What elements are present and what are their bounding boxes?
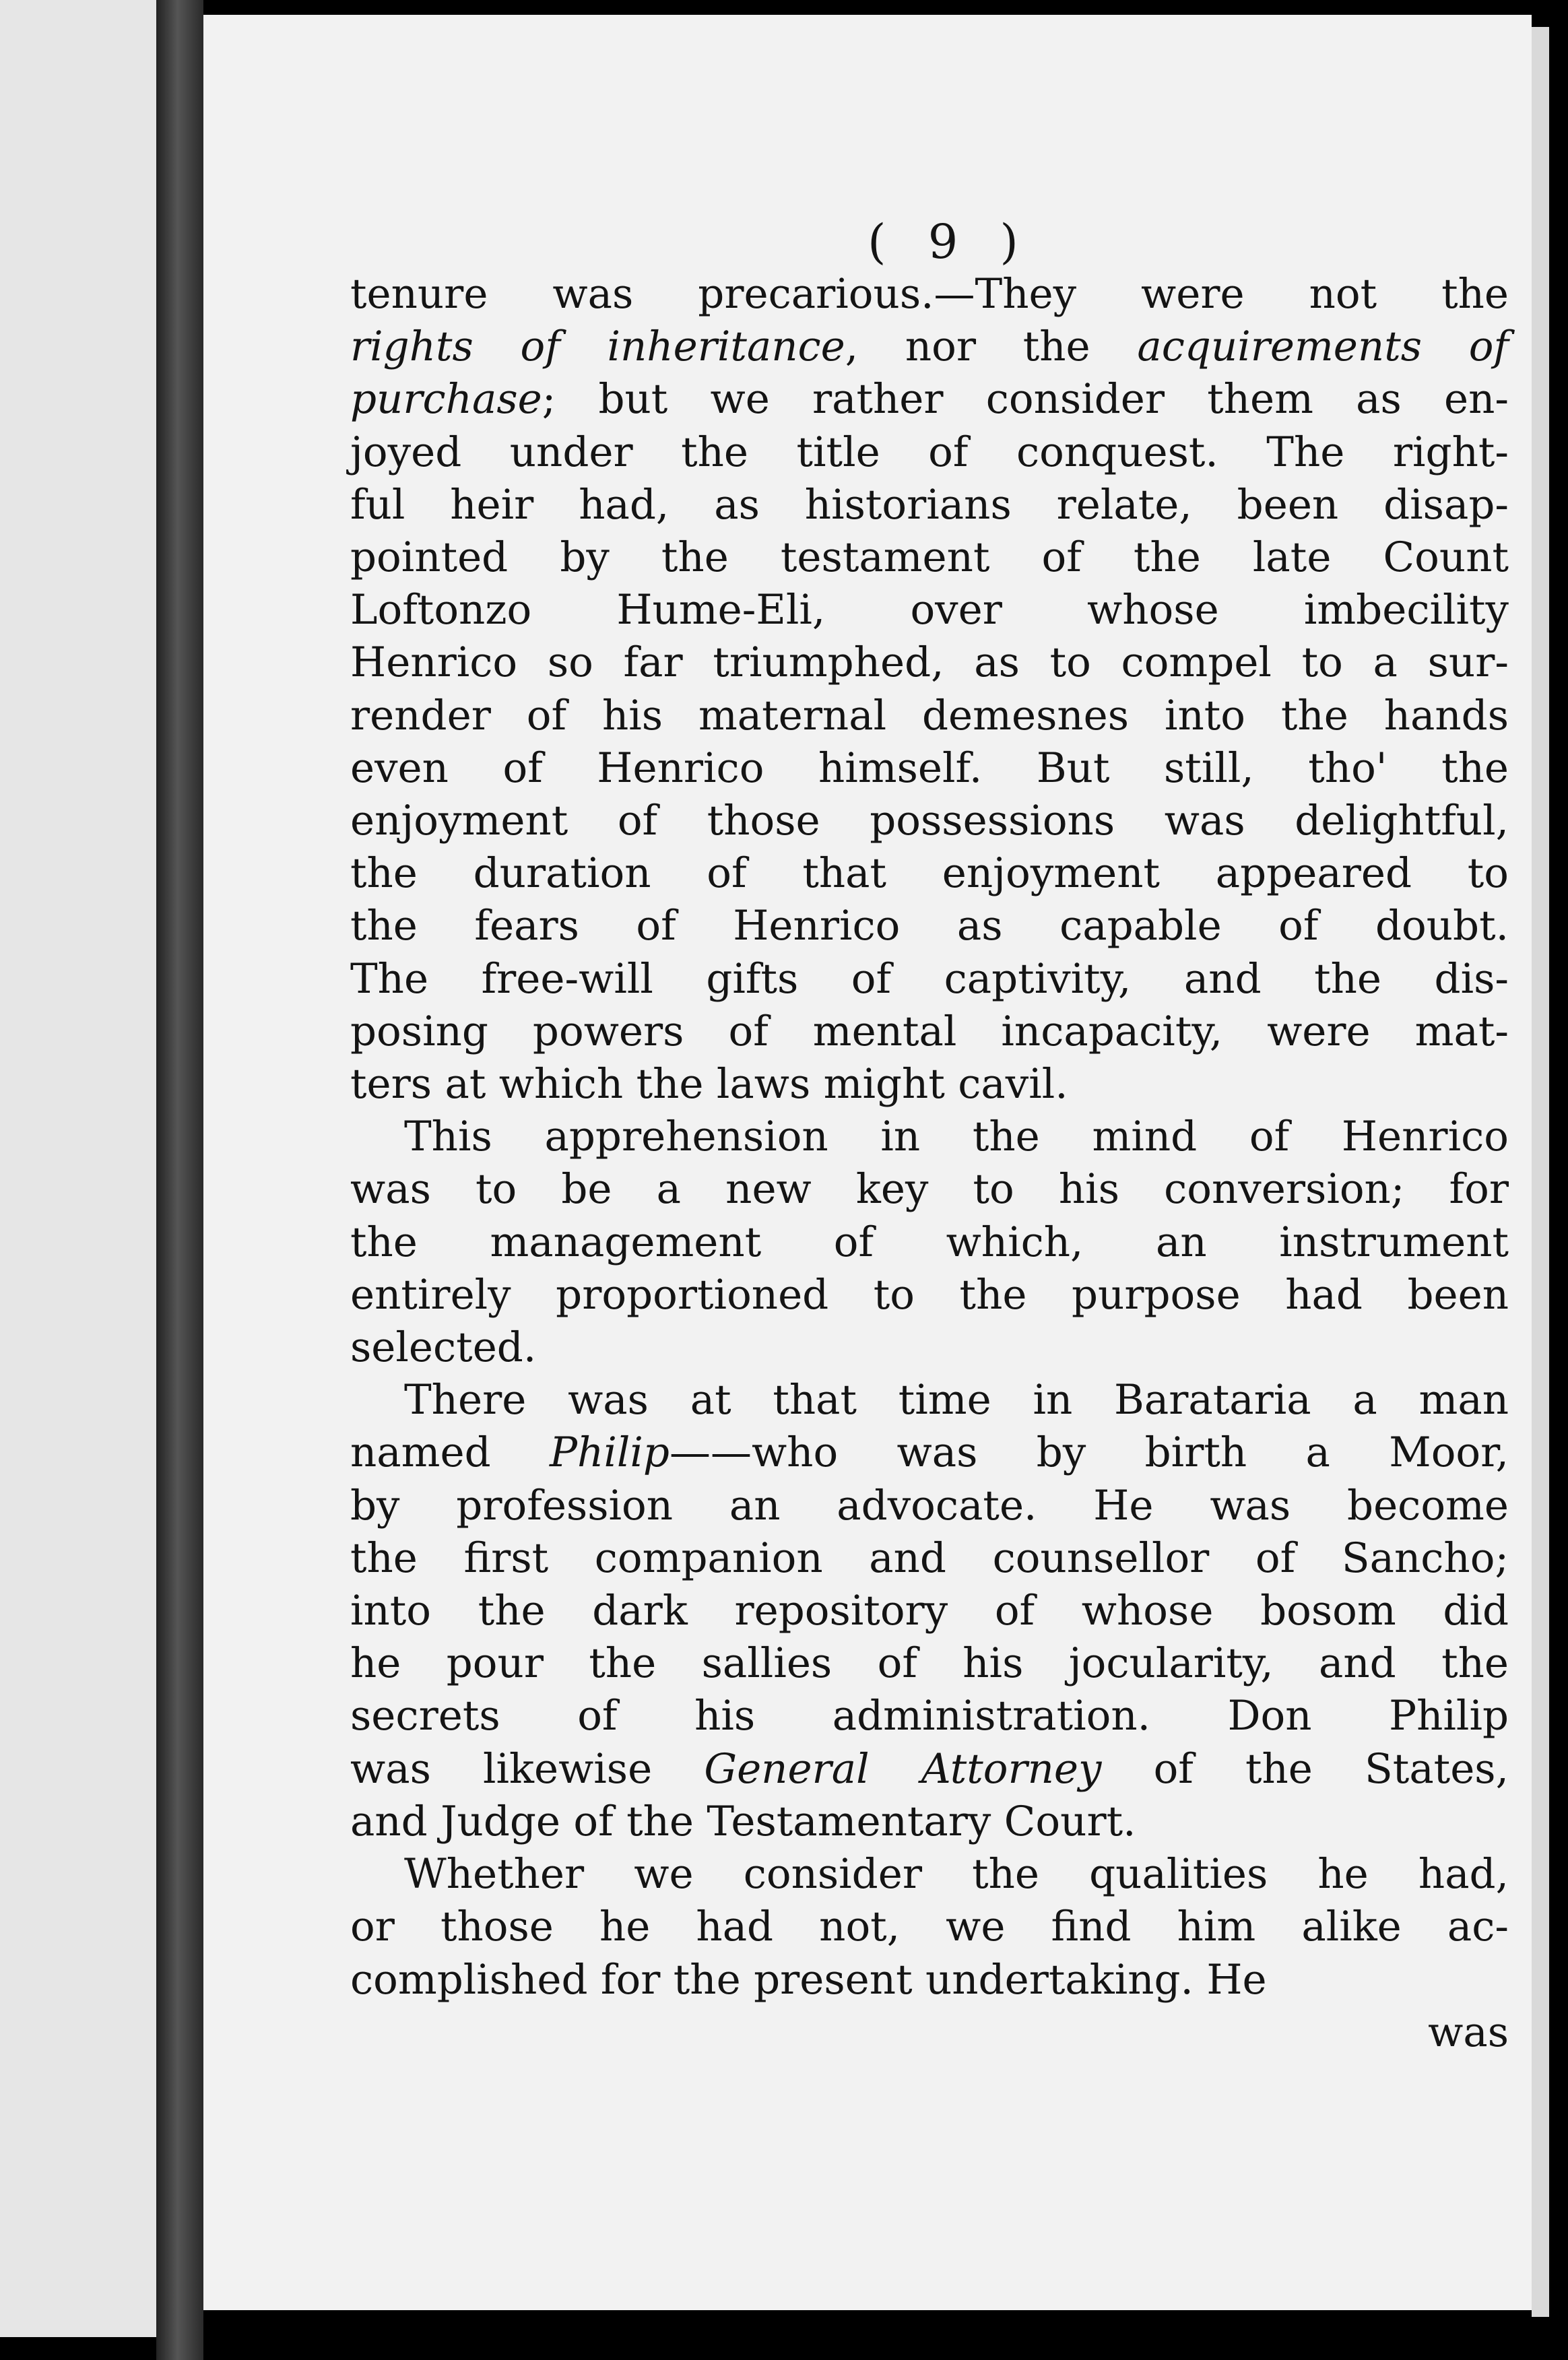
text-line: render of his maternal demesnes into the hands (350, 691, 1509, 740)
text-line: posing powers of mental incapacity, were mat- (350, 1007, 1509, 1055)
catchword: was (1428, 2008, 1509, 2056)
text-line: or those he had not, we find him alike ac- (350, 1903, 1509, 1951)
italic-phrase: acquirements of (1137, 323, 1509, 371)
text-segment: ——who was by birth a Moor, (669, 1429, 1509, 1477)
previous-page-edge (0, 0, 156, 2337)
text-line: into the dark repository of whose bosom did (350, 1587, 1509, 1635)
page-number: ( 9 ) (868, 214, 1032, 269)
text-line (350, 373, 1509, 426)
text-line: joyed under the title of conquest. The right- (350, 428, 1509, 476)
text-line: he pour the sallies of his jocularity, and the (350, 1639, 1509, 1688)
text-line: There was at that time in Barataria a man (404, 1376, 1509, 1424)
text-line: tenure was precarious.—They were not the (350, 270, 1509, 318)
text-line: enjoyment of those possessions was delightful, (350, 797, 1509, 845)
text-line: entirely proportioned to the purpose had been (350, 1270, 1509, 1319)
text-line: Whether we consider the qualities he had, (404, 1850, 1509, 1899)
text-line: the first companion and counsellor of Sancho; (350, 1534, 1509, 1582)
paragraph (350, 1374, 1509, 1848)
text-line: ters at which the laws might cavil. (350, 1060, 1068, 1109)
text-line: by profession an advocate. He was become (350, 1481, 1509, 1530)
paragraph (350, 268, 1509, 1111)
text-line: This apprehension in the mind of Henrico (404, 1113, 1509, 1161)
text-line: pointed by the testament of the late Count (350, 533, 1509, 582)
text-line: the duration of that enjoyment appeared to (350, 849, 1509, 898)
text-line: selected. (350, 1323, 537, 1372)
text-line: the fears of Henrico as capable of doubt. (350, 902, 1509, 950)
text-line: Henrico so far triumphed, as to compel to a sur- (350, 638, 1509, 687)
page-edge-shadow (1532, 27, 1549, 2317)
text-segment: was likewise (350, 1744, 705, 1793)
italic-phrase: General Attorney (704, 1744, 1102, 1793)
text-segment: , nor the (845, 323, 1138, 371)
text-line: and Judge of the Testamentary Court. (350, 1797, 1136, 1845)
text-line: was to be a new key to his conversion; for (350, 1165, 1509, 1214)
text-segment: of the States, (1101, 1744, 1509, 1793)
italic-phrase: Philip (550, 1429, 669, 1477)
text-line: the management of which, an instrument (350, 1218, 1509, 1266)
text-line: Loftonzo Hume-Eli, over whose imbecility (350, 586, 1509, 634)
text-segment: named (350, 1429, 550, 1477)
text-segment: ; but we rather consider them as en- (542, 375, 1509, 424)
text-line: even of Henrico himself. But still, tho' the (350, 744, 1509, 792)
text-line: The free-will gifts of captivity, and the dis- (350, 954, 1509, 1003)
book-page (203, 15, 1532, 2310)
text-line: complished for the present undertaking. He (350, 1955, 1267, 2004)
text-line (350, 1427, 1509, 1479)
page-text (350, 216, 1509, 2059)
book-gutter (156, 0, 203, 2360)
body-text (350, 268, 1509, 2006)
text-line: secrets of his administration. Don Philip (350, 1692, 1509, 1740)
italic-phrase: purchase (350, 375, 542, 424)
italic-phrase: rights of inheritance (350, 323, 845, 371)
paragraph (350, 1848, 1509, 2006)
text-line: ful heir had, as historians relate, been disap- (350, 480, 1509, 529)
text-line (350, 321, 1509, 373)
paragraph (350, 1111, 1509, 1374)
text-line (350, 1743, 1509, 1796)
